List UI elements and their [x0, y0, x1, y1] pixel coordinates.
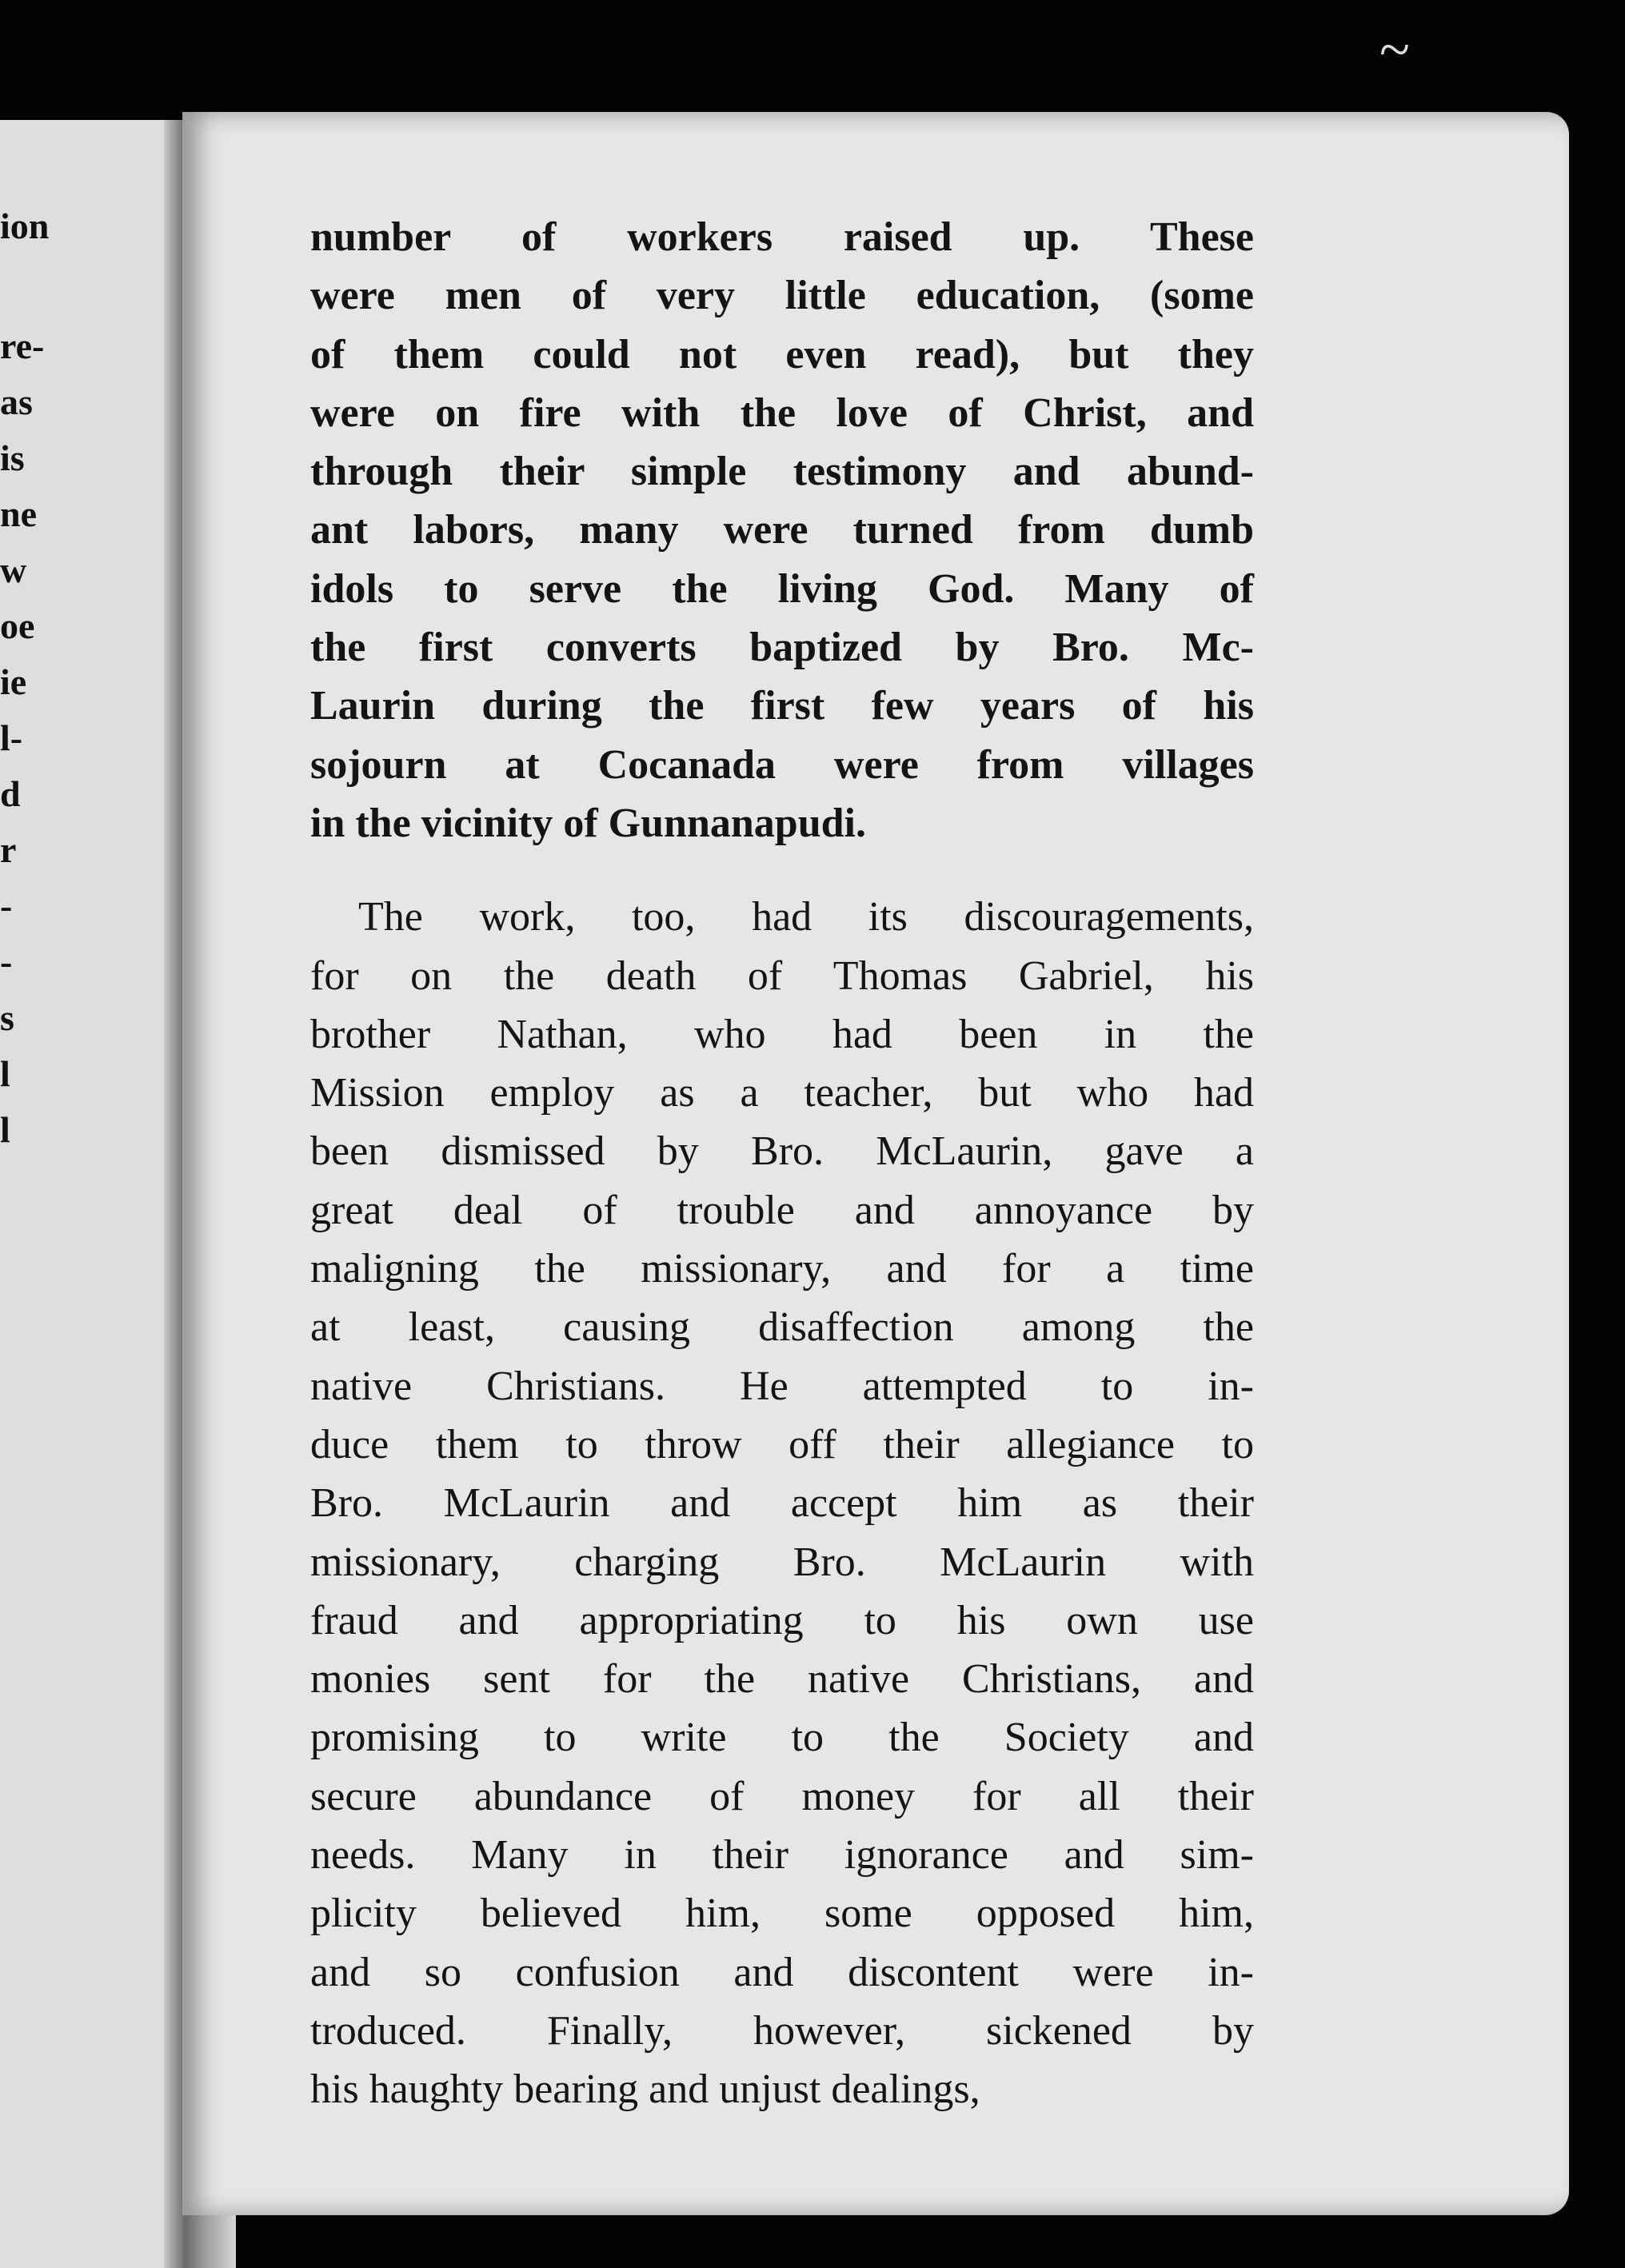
text-line: at least, causing disaffection among the — [310, 1304, 1254, 1351]
text-line: and so confusion and discontent were in- — [310, 1949, 1254, 1995]
text-line: ant labors, many were turned from dumb — [310, 507, 1254, 553]
paragraph-2 — [310, 888, 1254, 2118]
left-page-fragment: oe — [0, 605, 35, 646]
text-line: plicity believed him, some opposed him, — [310, 1891, 1254, 1937]
text-line: Mission employ as a teacher, but who had — [310, 1070, 1254, 1116]
text-line: sojourn at Cocanada were from villages — [310, 741, 1254, 788]
left-page-text-fragments — [0, 120, 120, 1160]
text-line: needs. Many in their ignorance and sim- — [310, 1832, 1254, 1879]
text-line: of them could not even read), but they — [310, 331, 1254, 377]
left-page-fragment: l — [0, 1053, 10, 1094]
left-page-fragment: w — [0, 549, 27, 590]
left-page-fragment: ie — [0, 661, 27, 702]
text-line: were men of very little education, (some — [310, 273, 1254, 319]
text-line: number of workers raised up. These — [310, 214, 1254, 260]
text-line: native Christians. He attempted to in- — [310, 1363, 1254, 1409]
left-page-fragment: as — [0, 381, 33, 422]
text-line: duce them to throw off their allegiance to — [310, 1421, 1254, 1467]
text-line: in the vicinity of Gunnanapudi. — [310, 800, 866, 846]
text-line: idols to serve the living God. Many of — [310, 565, 1254, 612]
left-page-fragment: l — [0, 1109, 10, 1150]
text-line: monies sent for the native Christians, and — [310, 1656, 1254, 1703]
left-page-fragment: - — [0, 941, 13, 982]
left-page-fragment: d — [0, 773, 21, 814]
left-page-fragment: r — [0, 829, 17, 870]
left-page-fragment: ion — [0, 206, 50, 246]
page-body-text — [310, 208, 1254, 2119]
left-page-fragment: l- — [0, 717, 23, 758]
left-page-fragment: re- — [0, 325, 45, 366]
text-line: maligning the missionary, and for a time — [310, 1246, 1254, 1292]
left-facing-page — [0, 120, 186, 2268]
text-line: promising to write to the Society and — [310, 1715, 1254, 1761]
left-page-fragment: is — [0, 437, 25, 478]
text-line: secure abundance of money for all their — [310, 1773, 1254, 1819]
text-line: Laurin during the first few years of his — [310, 683, 1254, 729]
text-line: missionary, charging Bro. McLaurin with — [310, 1539, 1254, 1585]
text-line: troduced. Finally, however, sickened by — [310, 2007, 1254, 2054]
text-line: the first converts baptized by Bro. Mc- — [310, 625, 1254, 671]
left-page-fragment: ne — [0, 493, 37, 534]
left-page-fragment: s — [0, 997, 14, 1038]
text-line: great deal of trouble and annoyance by — [310, 1187, 1254, 1233]
text-line: brother Nathan, who had been in the — [310, 1011, 1254, 1057]
paragraph-1 — [310, 208, 1254, 852]
left-page-fragment: - — [0, 885, 13, 926]
text-line: for on the death of Thomas Gabriel, his — [310, 952, 1254, 999]
text-line: The work, too, had its discouragements, — [358, 894, 1254, 940]
text-line: Bro. McLaurin and accept him as their — [310, 1480, 1254, 1527]
text-line: fraud and appropriating to his own use — [310, 1597, 1254, 1643]
right-page — [182, 112, 1569, 2215]
text-line: through their simple testimony and abund- — [310, 449, 1254, 495]
text-line: his haughty bearing and unjust dealings, — [310, 2066, 980, 2113]
text-line: were on fire with the love of Christ, and — [310, 389, 1254, 436]
text-line: been dismissed by Bro. McLaurin, gave a — [310, 1128, 1254, 1175]
corner-mark: ~ — [1379, 19, 1410, 81]
